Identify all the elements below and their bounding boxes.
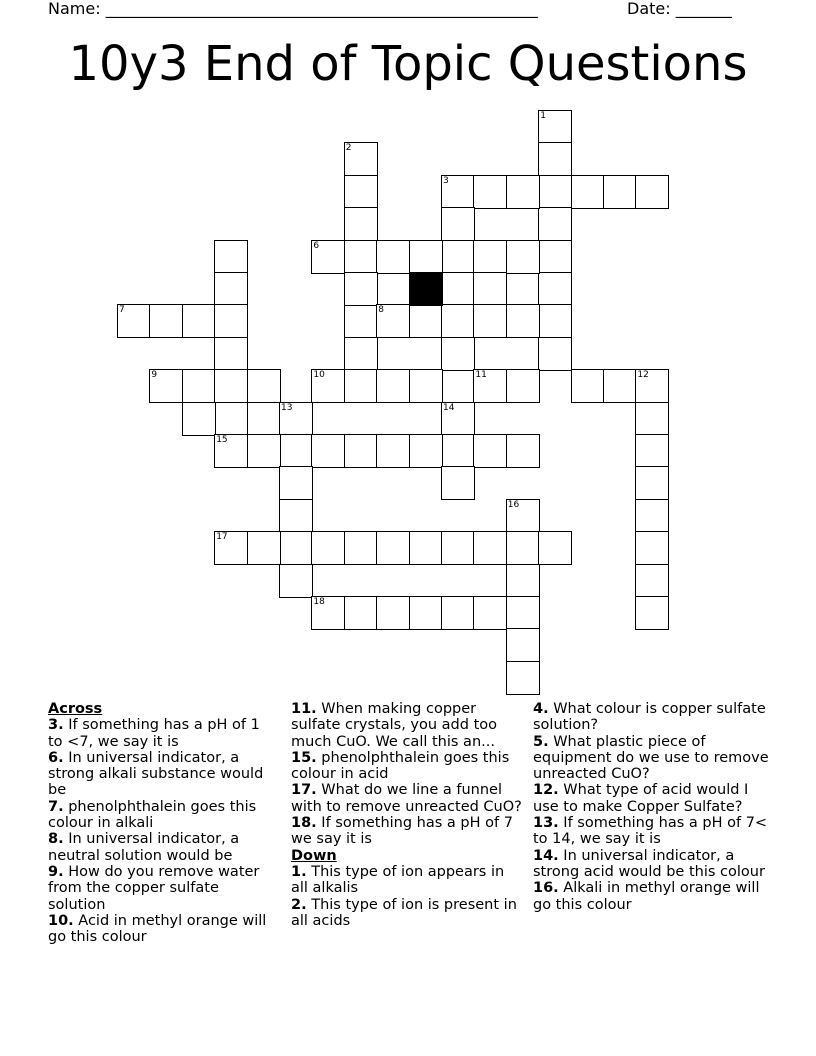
clue-item-number: 4. bbox=[533, 701, 549, 717]
grid-cell[interactable] bbox=[409, 369, 443, 403]
grid-cell[interactable] bbox=[247, 531, 281, 565]
clue-item-text: In universal indicator, a neutral solution would be bbox=[48, 831, 240, 864]
clue-item-text: This type of ion is present in all acids bbox=[291, 896, 517, 929]
grid-cell[interactable] bbox=[409, 531, 443, 565]
clue-item-text: When making copper sulfate crystals, you add too much CuO. We call this an... bbox=[291, 701, 498, 750]
clues-column-1 bbox=[48, 701, 276, 945]
clue-item-number: 6. bbox=[48, 749, 64, 766]
clue-item-text: In universal indicator, a strong acid would be this colour bbox=[533, 847, 765, 880]
grid-cell[interactable] bbox=[182, 304, 216, 338]
clue-number: 14 bbox=[443, 402, 455, 413]
clues-column-3 bbox=[533, 701, 773, 913]
grid-cell[interactable] bbox=[635, 369, 669, 403]
clue-item bbox=[533, 880, 773, 913]
grid-cell[interactable] bbox=[409, 596, 443, 630]
clue-item-number: 13. bbox=[533, 815, 559, 832]
grid-cell[interactable] bbox=[473, 434, 507, 468]
clue-item-text: This type of ion appears in all alkalis bbox=[291, 863, 505, 897]
clue-item-text: If something has a pH of 1 to <7, we say it is bbox=[48, 717, 260, 750]
grid-cell[interactable] bbox=[344, 142, 378, 176]
clue-item bbox=[48, 717, 276, 750]
grid-cell[interactable] bbox=[506, 499, 540, 533]
clue-item bbox=[48, 799, 276, 832]
grid-cell[interactable] bbox=[603, 175, 637, 209]
grid-cell[interactable] bbox=[214, 402, 248, 436]
grid-cell[interactable] bbox=[506, 175, 540, 209]
grid-cell[interactable] bbox=[311, 369, 345, 403]
grid-cell[interactable] bbox=[538, 175, 572, 209]
grid-cell[interactable] bbox=[635, 531, 669, 565]
clue-number: 8 bbox=[378, 305, 384, 316]
clue-item-text: What colour is copper sulfate solution? bbox=[533, 701, 766, 734]
grid-cell[interactable] bbox=[635, 499, 669, 533]
grid-cell[interactable] bbox=[376, 369, 410, 403]
clue-item bbox=[533, 848, 773, 881]
grid-cell[interactable] bbox=[344, 531, 378, 565]
grid-cell[interactable] bbox=[344, 272, 378, 306]
clue-item bbox=[291, 864, 523, 897]
grid-cell[interactable] bbox=[214, 434, 248, 468]
grid-cell[interactable] bbox=[344, 596, 378, 630]
clue-item bbox=[533, 701, 773, 734]
header-row bbox=[48, 0, 748, 22]
clue-item-number: 11. bbox=[291, 701, 317, 717]
grid-cell[interactable] bbox=[117, 304, 151, 338]
clue-item bbox=[291, 750, 523, 783]
grid-cell[interactable] bbox=[409, 304, 443, 338]
grid-cell[interactable] bbox=[441, 531, 475, 565]
clue-item bbox=[48, 750, 276, 799]
grid-cell[interactable] bbox=[635, 564, 669, 598]
grid-cell[interactable] bbox=[538, 240, 572, 274]
clue-item-number: 17. bbox=[291, 782, 317, 799]
grid-cell[interactable] bbox=[441, 402, 475, 436]
clue-item-number: 9. bbox=[48, 863, 64, 880]
clue-item-number: 3. bbox=[48, 717, 64, 734]
clue-item bbox=[48, 913, 276, 946]
clue-item-number: 7. bbox=[48, 798, 64, 815]
name-line: ______________________________________________________ bbox=[105, 0, 538, 18]
clues-column-2 bbox=[291, 701, 523, 929]
grid-cell[interactable] bbox=[635, 434, 669, 468]
clue-number: 9 bbox=[151, 370, 158, 381]
down-heading: Down bbox=[291, 847, 337, 864]
grid-cell[interactable] bbox=[344, 175, 378, 209]
grid-cell[interactable] bbox=[149, 369, 183, 403]
clue-number: 12 bbox=[637, 370, 649, 381]
grid-cell[interactable] bbox=[279, 434, 313, 468]
grid-cell[interactable] bbox=[344, 434, 378, 468]
clue-item-number: 16. bbox=[533, 880, 559, 897]
grid-cell[interactable] bbox=[506, 564, 540, 598]
clue-item bbox=[533, 782, 773, 815]
grid-cell[interactable] bbox=[182, 369, 216, 403]
grid-cell[interactable] bbox=[311, 240, 345, 274]
clue-item-number: 15. bbox=[291, 749, 317, 766]
grid-cell[interactable] bbox=[376, 531, 410, 565]
clue-item-text: How do you remove water from the copper sulfate solution bbox=[48, 863, 260, 913]
grid-cell[interactable] bbox=[214, 531, 248, 565]
grid-cell[interactable] bbox=[506, 240, 540, 274]
grid-cell[interactable] bbox=[538, 304, 572, 338]
grid-cell[interactable] bbox=[538, 337, 572, 371]
grid-cell[interactable] bbox=[344, 304, 378, 338]
grid-cell[interactable] bbox=[376, 596, 410, 630]
grid-cell[interactable] bbox=[214, 240, 248, 274]
clue-item bbox=[291, 815, 523, 848]
grid-cell[interactable] bbox=[441, 207, 475, 241]
grid-cell[interactable] bbox=[473, 304, 507, 338]
grid-cell[interactable] bbox=[214, 337, 248, 371]
date-field[interactable] bbox=[627, 0, 732, 18]
grid-cell[interactable] bbox=[441, 175, 475, 209]
clue-number: 17 bbox=[216, 532, 228, 543]
grid-cell[interactable] bbox=[311, 531, 345, 565]
clue-item-number: 5. bbox=[533, 733, 549, 750]
clue-number: 3 bbox=[443, 175, 449, 186]
grid-cell[interactable] bbox=[538, 110, 572, 144]
clue-item-number: 14. bbox=[533, 847, 559, 864]
grid-cell[interactable] bbox=[311, 434, 345, 468]
grid-cell[interactable] bbox=[214, 304, 248, 338]
grid-cell[interactable] bbox=[538, 272, 572, 306]
across-heading: Across bbox=[48, 701, 103, 717]
clue-item-text: If something has a pH of 7 we say it is bbox=[291, 815, 513, 848]
grid-cell[interactable] bbox=[441, 272, 475, 306]
grid-cell[interactable] bbox=[538, 142, 572, 176]
name-field[interactable] bbox=[48, 0, 538, 18]
grid-cell[interactable] bbox=[214, 272, 248, 306]
grid-cell[interactable] bbox=[571, 175, 605, 209]
grid-cell[interactable] bbox=[473, 175, 507, 209]
grid-cell[interactable] bbox=[149, 304, 183, 338]
grid-cell[interactable] bbox=[538, 531, 572, 565]
grid-cell[interactable] bbox=[603, 369, 637, 403]
grid-cell[interactable] bbox=[441, 466, 475, 500]
grid-cell[interactable] bbox=[506, 596, 540, 630]
clue-number: 6 bbox=[313, 240, 320, 251]
grid-cell[interactable] bbox=[506, 369, 540, 403]
grid-cell[interactable] bbox=[376, 434, 410, 468]
clue-number: 15 bbox=[216, 435, 228, 445]
grid-cell[interactable] bbox=[506, 304, 540, 338]
grid-cell[interactable] bbox=[247, 434, 281, 468]
clue-item-text: What type of acid would I use to make Copper Sulfate? bbox=[533, 782, 749, 815]
name-label: Name: bbox=[48, 0, 101, 18]
clue-item-text: phenolphthalein goes this colour in alkali bbox=[48, 798, 257, 832]
grid-cell[interactable] bbox=[279, 564, 313, 598]
grid-cell[interactable] bbox=[441, 240, 475, 274]
clue-item-text: Acid in methyl orange will go this colour bbox=[48, 912, 267, 946]
clue-item-number: 10. bbox=[48, 912, 74, 929]
grid-cell[interactable] bbox=[571, 369, 605, 403]
clue-item-number: 18. bbox=[291, 815, 317, 832]
grid-cell[interactable] bbox=[441, 304, 475, 338]
grid-cell[interactable] bbox=[441, 596, 475, 630]
clue-number: 7 bbox=[119, 305, 125, 316]
clue-number: 18 bbox=[313, 597, 325, 607]
clue-item bbox=[48, 831, 276, 864]
page-title: 10y3 End of Topic Questions bbox=[68, 36, 748, 92]
grid-cell[interactable] bbox=[473, 531, 507, 565]
clue-item-number: 8. bbox=[48, 831, 64, 848]
clue-item-text: What do we line a funnel with to remove unreacted CuO? bbox=[291, 782, 522, 815]
clue-item-number: 12. bbox=[533, 782, 559, 799]
grid-cell[interactable] bbox=[279, 466, 313, 500]
grid-cell[interactable] bbox=[635, 402, 669, 436]
grid-cell[interactable] bbox=[473, 240, 507, 274]
clue-item bbox=[533, 815, 773, 848]
grid-cell[interactable] bbox=[506, 531, 540, 565]
grid-cell[interactable] bbox=[344, 369, 378, 403]
grid-cell[interactable] bbox=[279, 402, 313, 436]
grid-cell[interactable] bbox=[506, 661, 540, 695]
clue-item-text: If something has a pH of 7< to 14, we say it is bbox=[533, 815, 768, 848]
grid-cell[interactable] bbox=[506, 434, 540, 468]
clue-number: 10 bbox=[313, 370, 325, 381]
clue-item bbox=[291, 897, 523, 930]
grid-cell[interactable] bbox=[279, 531, 313, 565]
clue-item-text: phenolphthalein goes this colour in acid bbox=[291, 749, 510, 783]
clue-number: 13 bbox=[281, 402, 293, 413]
clue-item-text: In universal indicator, a strong alkali substance would be bbox=[48, 749, 264, 799]
grid-cell[interactable] bbox=[376, 240, 410, 274]
grid-cell[interactable] bbox=[473, 369, 507, 403]
grid-cell[interactable] bbox=[344, 207, 378, 241]
clue-number: 11 bbox=[475, 370, 487, 381]
grid-cell[interactable] bbox=[635, 466, 669, 500]
grid-cell[interactable] bbox=[247, 369, 281, 403]
grid-cell[interactable] bbox=[473, 596, 507, 630]
grid-cell[interactable] bbox=[279, 499, 313, 533]
grid-cell[interactable] bbox=[441, 337, 475, 371]
clue-item-text: Alkali in methyl orange will go this colour bbox=[533, 880, 760, 913]
date-line: _______ bbox=[675, 0, 732, 18]
date-label: Date: bbox=[627, 0, 671, 18]
grid-cell[interactable] bbox=[635, 175, 669, 209]
grid-cell[interactable] bbox=[409, 434, 443, 468]
grid-cell[interactable] bbox=[376, 304, 410, 338]
grid-cell-black bbox=[409, 272, 443, 306]
clue-item-number: 1. bbox=[291, 863, 307, 880]
grid-cell[interactable] bbox=[441, 434, 475, 468]
grid-cell[interactable] bbox=[214, 369, 248, 403]
clue-number: 2 bbox=[345, 143, 352, 154]
grid-cell[interactable] bbox=[182, 402, 216, 436]
clue-item-text: What plastic piece of equipment do we use to remove unreacted CuO? bbox=[533, 733, 769, 783]
grid-cell[interactable] bbox=[506, 628, 540, 662]
clue-item-number: 2. bbox=[291, 896, 307, 913]
clue-item bbox=[291, 782, 523, 815]
grid-cell[interactable] bbox=[344, 337, 378, 371]
clue-number: 1 bbox=[540, 111, 546, 121]
grid-cell[interactable] bbox=[538, 207, 572, 241]
grid-cell[interactable] bbox=[311, 596, 345, 630]
clue-item bbox=[291, 701, 523, 750]
clue-item bbox=[48, 864, 276, 913]
grid-cell[interactable] bbox=[635, 596, 669, 630]
clue-item bbox=[533, 734, 773, 783]
clue-number: 16 bbox=[507, 499, 520, 510]
grid-cell[interactable] bbox=[473, 272, 507, 306]
grid-cell[interactable] bbox=[409, 240, 443, 274]
grid-cell[interactable] bbox=[344, 240, 378, 274]
